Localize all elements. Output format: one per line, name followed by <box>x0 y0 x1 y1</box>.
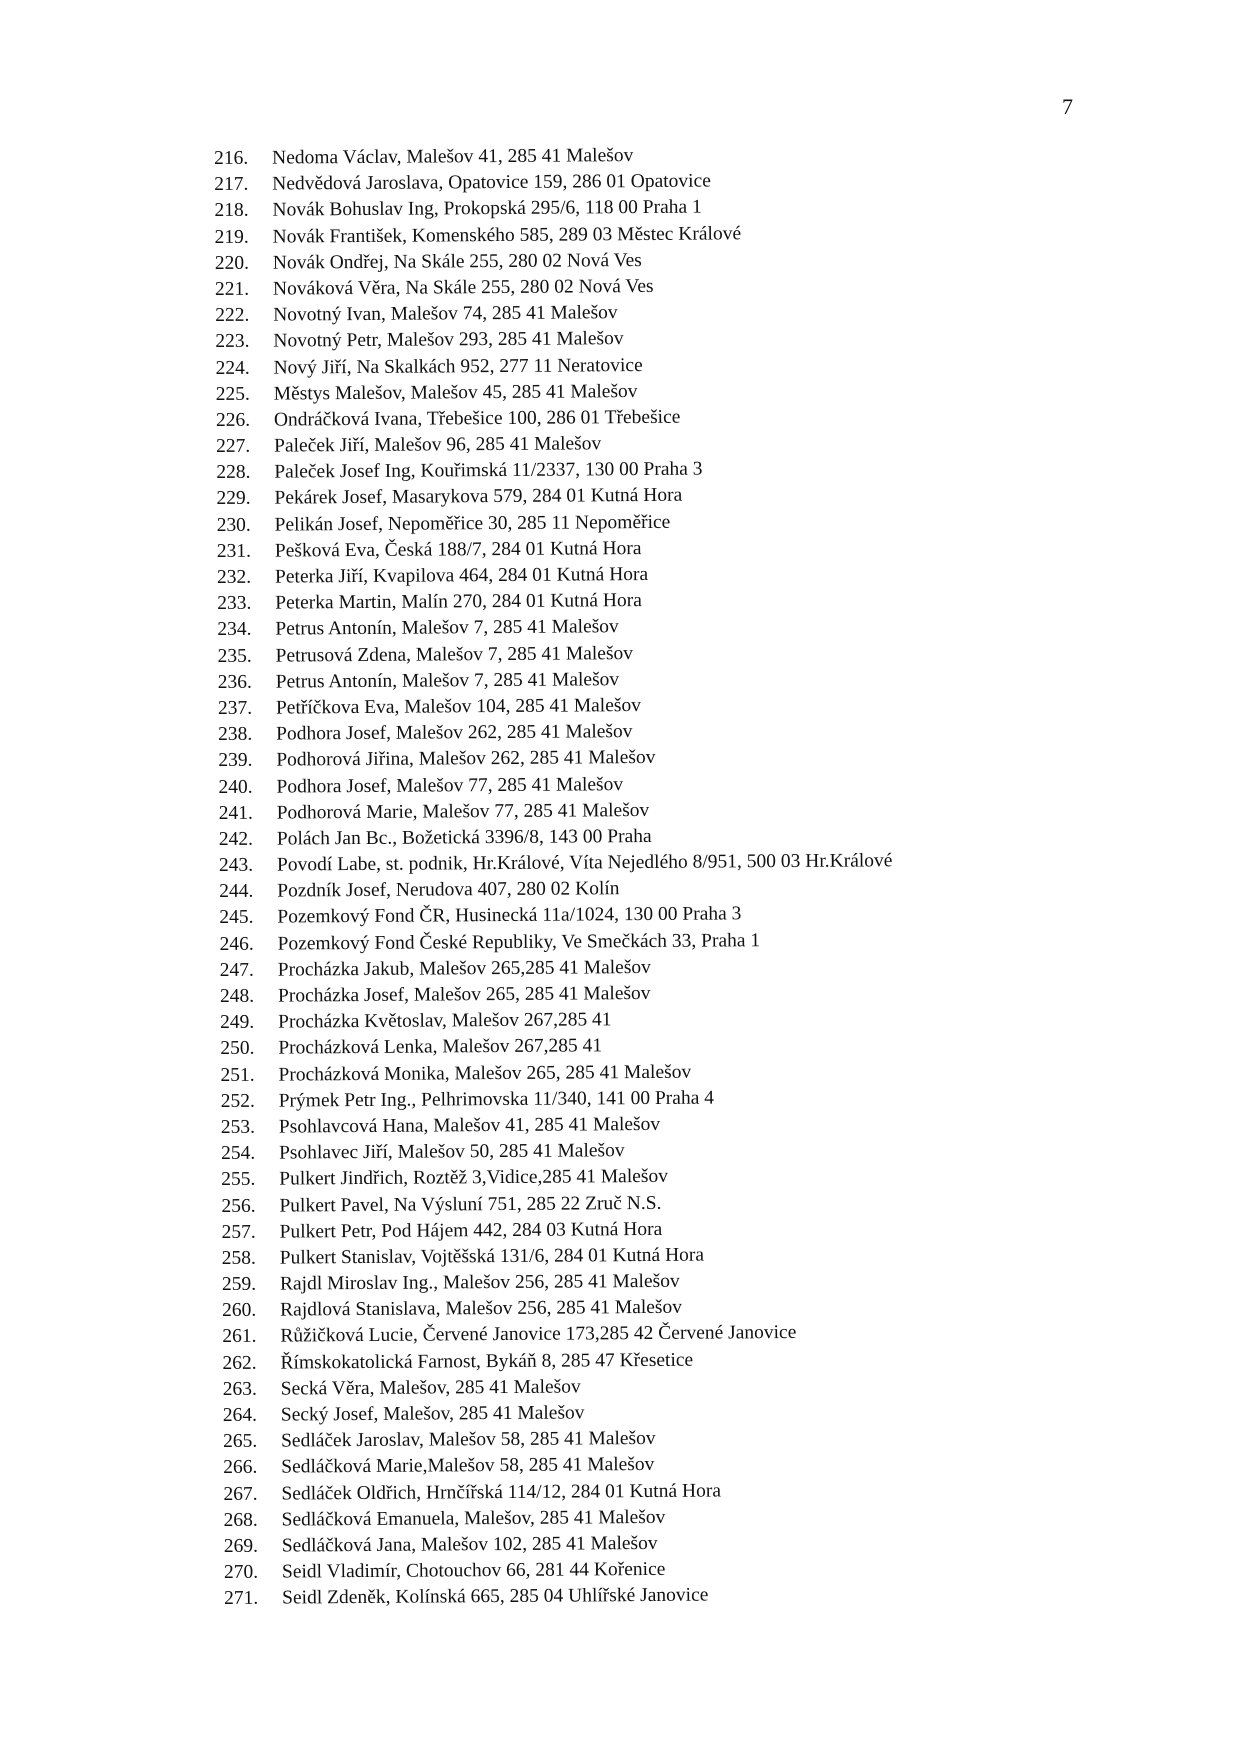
entry-number: 256. <box>221 1195 256 1217</box>
entry-text: Nováková Věra, Na Skále 255, 280 02 Nová Ves <box>272 275 654 300</box>
entry-text: Nedoma Václav, Malešov 41, 285 41 Malešov <box>272 145 634 169</box>
entry-number: 266. <box>223 1457 258 1479</box>
entry-text: Rajdlová Stanislava, Malešov 256, 285 41 Malešov <box>280 1297 683 1321</box>
entry-number: 259. <box>221 1273 257 1296</box>
entry-text: Prýmek Petr Ing., Pelhrimovska 11/340, 141 00 Praha 4 <box>278 1087 715 1112</box>
entry-text: Pulkert Stanislav, Vojtěšská 131/6, 284 01 Kutná Hora <box>279 1244 705 1269</box>
entry-number: 258. <box>221 1247 256 1269</box>
entry-text: Pulkert Jindřich, Roztěž 3,Vidice,285 41 Malešov <box>279 1166 669 1190</box>
entry-text: Seidl Vladimír, Chotouchov 66, 281 44 Kořenice <box>281 1559 666 1583</box>
entry-text: Procházka Květoslav, Malešov 267,285 41 <box>278 1009 612 1033</box>
entry-number: 227. <box>216 435 251 458</box>
entry-text: Novotný Ivan, Malešov 74, 285 41 Malešov <box>273 302 618 326</box>
entry-text: Peterka Martin, Malín 270, 284 01 Kutná Hora <box>275 590 642 614</box>
entry-text: Rajdl Miroslav Ing., Malešov 256, 285 41 Malešov <box>279 1270 680 1295</box>
entry-number: 253. <box>220 1116 256 1138</box>
entry-number: 219. <box>214 226 249 248</box>
entry-number: 235. <box>217 645 252 667</box>
entry-text: Petrusová Zdena, Malešov 7, 285 41 Malešov <box>275 642 634 667</box>
entry-number: 241. <box>218 802 253 824</box>
entry-number: 242. <box>218 828 254 850</box>
entry-text: Procházková Lenka, Malešov 267,285 41 <box>278 1035 603 1059</box>
entry-text: Psohlavec Jiří, Malešov 50, 285 41 Malešov <box>278 1140 625 1164</box>
entry-text: Nový Jiří, Na Skalkách 952, 277 11 Neratovice <box>273 354 643 379</box>
entry-number: 238. <box>218 723 253 746</box>
entry-number: 261. <box>222 1326 257 1348</box>
entry-number: 267. <box>223 1483 258 1505</box>
entry-number: 251. <box>220 1064 255 1086</box>
entry-number: 233. <box>217 592 252 615</box>
entry-number: 224. <box>215 357 250 379</box>
entry-text: Psohlavcová Hana, Malešov 41, 285 41 Malešov <box>278 1113 661 1138</box>
entry-text: Pozemkový Fond České Republiky, Ve Smečkách 33, Praha 1 <box>277 929 761 955</box>
entry-number: 255. <box>221 1169 256 1191</box>
entry-text: Ondráčková Ivana, Třebešice 100, 286 01 Třebešice <box>273 406 681 431</box>
entry-number: 229. <box>216 488 251 510</box>
entry-text: Novák František, Komenského 585, 289 03 Městec Králové <box>272 222 742 248</box>
entry-text: Pulkert Petr, Pod Hájem 442, 284 03 Kutná Hora <box>279 1218 663 1243</box>
entry-text: Podhorová Jiřina, Malešov 262, 285 41 Malešov <box>276 747 656 771</box>
entry-text: Povodí Labe, st. podnik, Hr.Králové, Víta Nejedlého 8/951, 500 03 Hr.Králové <box>276 850 893 876</box>
entry-number: 265. <box>222 1430 258 1453</box>
entry-text: Novák Ondřej, Na Skále 255, 280 02 Nová Ves <box>272 249 642 274</box>
entry-number: 254. <box>220 1142 256 1165</box>
entry-number: 221. <box>214 278 250 300</box>
entry-text: Secký Josef, Malešov, 285 41 Malešov <box>280 1402 585 1426</box>
entry-number: 216. <box>214 147 249 169</box>
entry-text: Paleček Josef Ing, Kouřimská 11/2337, 130 00 Praha 3 <box>274 458 703 483</box>
entry-text: Pelikán Josef, Nepoměřice 30, 285 11 Nepoměřice <box>274 511 671 536</box>
entry-number: 263. <box>222 1378 257 1400</box>
entry-number: 257. <box>221 1221 256 1243</box>
entry-text: Novotný Petr, Malešov 293, 285 41 Malešov <box>273 328 624 352</box>
entry-number: 236. <box>217 671 252 693</box>
entry-text: Pozdník Josef, Nerudova 407, 280 02 Kolín <box>277 878 620 902</box>
entry-number: 218. <box>214 200 249 222</box>
entry-number: 217. <box>214 173 249 196</box>
entry-number: 262. <box>222 1352 257 1374</box>
entry-number: 231. <box>216 540 252 562</box>
entry-number: 239. <box>218 750 253 772</box>
entry-text: Pešková Eva, Česká 188/7, 284 01 Kutná Hora <box>274 537 642 562</box>
entry-number: 223. <box>215 331 250 353</box>
entry-text: Procházka Jakub, Malešov 265,285 41 Malešov <box>277 956 651 981</box>
entry-text: Sedláček Oldřich, Hrnčířská 114/12, 284 01 Kutná Hora <box>281 1480 722 1505</box>
entry-text: Podhora Josef, Malešov 262, 285 41 Malešov <box>276 721 633 745</box>
page-number: 7 <box>1062 94 1073 119</box>
entry-text: Procházka Josef, Malešov 265, 285 41 Malešov <box>277 982 651 1007</box>
entry-text: Pozemkový Fond ČR, Husinecká 11a/1024, 130 00 Praha 3 <box>277 903 742 929</box>
entry-text: Pekárek Josef, Masarykova 579, 284 01 Kutná Hora <box>274 485 683 510</box>
entry-number: 248. <box>219 985 255 1007</box>
entry-number: 225. <box>215 383 250 405</box>
entry-text: Seidl Zdeněk, Kolínská 665, 285 04 Uhlířské Janovice <box>282 1584 709 1609</box>
entry-text: Růžičková Lucie, Červené Janovice 173,285 42 Červené Janovice <box>280 1322 797 1348</box>
entry-number: 249. <box>220 1011 255 1034</box>
entry-text: Secká Věra, Malešov, 285 41 Malešov <box>280 1376 581 1400</box>
entry-number: 222. <box>215 304 250 327</box>
list-item <box>224 1579 1224 1612</box>
entry-text: Petrus Antonín, Malešov 7, 285 41 Malešov <box>275 616 619 640</box>
entry-number: 252. <box>220 1090 255 1112</box>
entry-text: Petříčkova Eva, Malešov 104, 285 41 Malešov <box>275 694 642 719</box>
entry-text: Peterka Jiří, Kvapilova 464, 284 01 Kutná Hora <box>274 563 649 588</box>
entry-number: 234. <box>217 619 252 641</box>
entry-number: 243. <box>218 854 254 877</box>
entry-number: 244. <box>219 880 254 903</box>
entry-number: 230. <box>216 514 251 536</box>
entry-number: 245. <box>219 907 254 929</box>
entry-number: 269. <box>223 1535 258 1557</box>
entry-number: 250. <box>220 1038 255 1060</box>
entry-text: Sedláčková Jana, Malešov 102, 285 41 Malešov <box>281 1532 658 1557</box>
entry-text: Pulkert Pavel, Na Výsluní 751, 285 22 Zruč N.S. <box>279 1192 662 1217</box>
entry-number: 220. <box>214 252 250 274</box>
entry-text: Podhora Josef, Malešov 77, 285 41 Malešov <box>276 773 624 798</box>
entry-text: Podhorová Marie, Malešov 77, 285 41 Malešov <box>276 799 650 824</box>
entry-number: 237. <box>217 697 253 719</box>
entry-number: 240. <box>218 776 253 798</box>
entry-text: Procházková Monika, Malešov 265, 285 41 Malešov <box>278 1061 692 1086</box>
entry-number: 270. <box>223 1561 259 1584</box>
entry-list <box>214 139 1224 1612</box>
entry-number: 226. <box>215 409 251 431</box>
entry-number: 246. <box>219 933 254 955</box>
entry-number: 268. <box>223 1509 258 1531</box>
entry-number: 260. <box>222 1299 257 1322</box>
entry-text: Polách Jan Bc., Božetická 3396/8, 143 00 Praha <box>276 825 652 850</box>
entry-text: Paleček Jiří, Malešov 96, 285 41 Malešov <box>274 433 602 457</box>
entry-text: Petrus Antonín, Malešov 7, 285 41 Malešov <box>275 668 620 693</box>
entry-number: 271. <box>224 1588 259 1610</box>
entry-text: Nedvědová Jaroslava, Opatovice 159, 286 01 Opatovice <box>272 170 711 195</box>
entry-text: Sedláček Jaroslav, Malešov 58, 285 41 Malešov <box>280 1428 656 1452</box>
entry-number: 264. <box>222 1404 258 1426</box>
entry-number: 247. <box>219 959 254 981</box>
entry-text: Sedláčková Emanuela, Malešov, 285 41 Malešov <box>281 1506 666 1531</box>
entry-number: 228. <box>216 462 251 484</box>
entry-text: Sedláčková Marie,Malešov 58, 285 41 Malešov <box>281 1454 655 1478</box>
entry-number: 232. <box>216 566 252 588</box>
entry-text: Římskokatolická Farnost, Bykáň 8, 285 47 Křesetice <box>280 1349 694 1374</box>
entry-text: Městys Malešov, Malešov 45, 285 41 Malešov <box>273 380 638 405</box>
entry-text: Novák Bohuslav Ing, Prokopská 295/6, 118 00 Praha 1 <box>272 196 702 221</box>
